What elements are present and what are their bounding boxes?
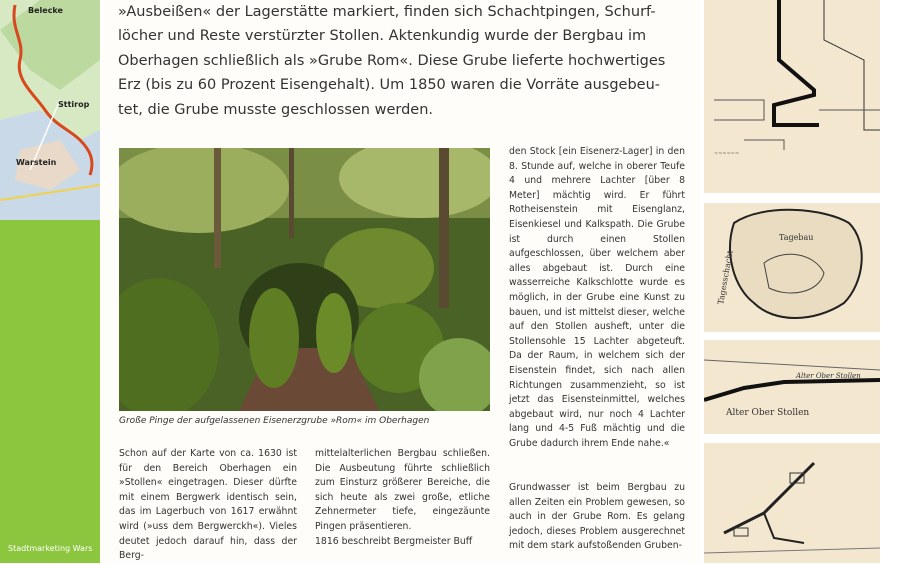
map-label-suttrop: Sttirop <box>58 100 90 109</box>
map-label-belecke: Belecke <box>28 6 63 15</box>
mine-pit-photo <box>119 148 490 411</box>
intro-paragraph: »Ausbeißen« der Lagerstätte markiert, finden sich Schachtpingen, Schurf- löcher und Reste verstürzter Stollen. Aktenkundig wurde der Bergbau im Oberhagen schließlich als »Grube Rom«. Diese Grube lieferte hochwertiges Erz (bis zu 60 Prozent Eisengehalt). Um 1850 waren die Vorräte ausgebeu- tet, die Grube musste geschlossen werden. <box>118 4 666 118</box>
body-column-3: den Stock [ein Eisenerz-Lager] in den 8. Stunde auf, welche in oberer Teufe 4 und mehrere Lachter [über 8 Meter] mächtig wird. Er führt Rotheisenstein mit Eisenglanz, Eisenkiesel und Kalkspath. Die Grube ist durch einen Stollen aufgeschlossen, über welchem aber alles abgebaut ist. Durch eine wasserreiche Kalkschlotte wurde es möglich, in der Grube eine Kunst zu bauen, und ist mittelst dieser, welche auf den Stollen ausheft, unter die Stollensohle 15 Lachter abgeteuft. Da der Raum, in welchem sich der Eisenstein findet, sich nach allen Richtungen zusammenzieht, so ist jetzt das Eisensteinmittel, welches abgebaut wird, nur noch 4 Lachter lang und 4-5 Fuß mächtig und die Grube dadurch ihrem Ende nahe.« <box>509 146 685 449</box>
map-graphic <box>0 0 100 220</box>
magazine-page <box>100 0 700 563</box>
stollen-label-printed: Alter Ober Stollen <box>726 408 810 418</box>
left-side-strip <box>0 0 100 563</box>
plan-drawing-4 <box>704 443 880 563</box>
location-map <box>0 0 100 220</box>
photo-caption: Große Pinge der aufgelassenen Eisenerzgrube »Rom« im Oberhagen <box>119 416 430 426</box>
body-column-2: mittelalterlichen Bergbau schließen. Die Ausbeutung führte schließlich zum Einsturz größerer Bereiche, die sich heute als zwei große, etliche Zehnermeter tiefe, eingezäunte Pingen präsentieren. 1816 beschreibt Bergmeister Buff <box>315 448 490 547</box>
forest-pit-illustration <box>119 148 490 411</box>
body-column-1: Schon auf der Karte von ca. 1630 ist für den Bereich Oberhagen ein »Stollen« eingetragen. Dieser dürfte mit einem Bergwerk identisch sein, das im Lagerbuch von 1617 erwähnt wird (»uss dem Bergwerckh«). Vieles deutet jedoch darauf hin, dass der Berg- <box>119 448 297 562</box>
map-label-warstein: Warstein <box>16 158 57 167</box>
stollen-sketch <box>704 340 880 434</box>
plan-drawing-1 <box>704 0 880 193</box>
tagebau-sketch <box>704 203 880 332</box>
tagesschacht-label: Tagesschacht <box>716 249 735 306</box>
mine-plan-sketch-1 <box>704 0 880 193</box>
mine-plan-sketch-4 <box>704 443 880 563</box>
stollen-label-handwritten: Alter Ober Stollen <box>796 372 861 380</box>
historic-sketches-column <box>700 0 900 563</box>
body-column-3-continued: Grundwasser ist beim Bergbau zu allen Zeiten ein Problem gewesen, so auch in der Grube Rom. Es gelang jedoch, dieses Problem ausgerechnet mit dem stark aufstoßenden Gruben- <box>509 482 685 552</box>
svg-text:~~~~~~: ~~~~~~ <box>714 151 740 157</box>
photo-credit: Stadtmarketing Wars <box>8 544 93 553</box>
plan-drawing-3 <box>704 340 880 434</box>
tagebau-label: Tagebau <box>779 233 814 242</box>
